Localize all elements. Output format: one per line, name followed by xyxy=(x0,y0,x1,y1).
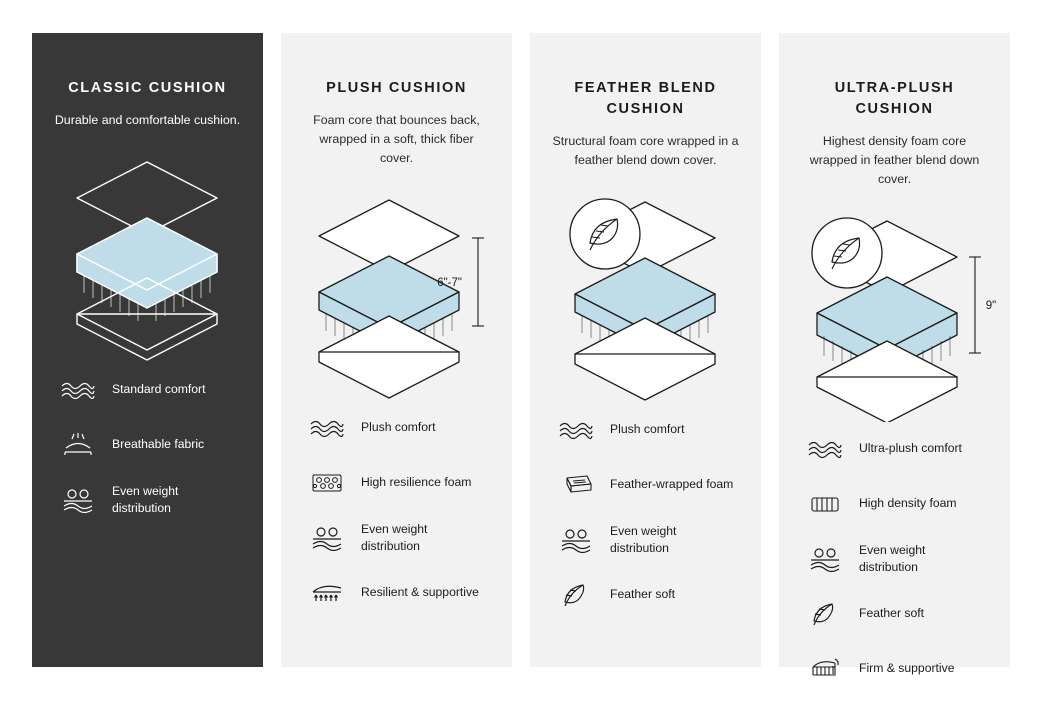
exploded-cushion-diagram-icon xyxy=(779,207,1010,422)
even-weight-icon xyxy=(307,522,347,554)
feature-list xyxy=(281,411,512,631)
resilient-support-icon xyxy=(307,577,347,609)
cushion-card-ultra-plush[interactable] xyxy=(779,33,1010,676)
feature-label: Resilient & supportive xyxy=(361,585,479,600)
dimension-label: 6"-7" xyxy=(437,276,462,289)
exploded-cushion-diagram-icon xyxy=(530,188,761,403)
cushion-layer-illustration xyxy=(530,188,761,403)
feature-label: Plush comfort xyxy=(361,420,436,434)
feature-label: Even weight distribution xyxy=(859,542,926,574)
feather-wrapped-foam-icon xyxy=(556,469,596,501)
even-weight-icon xyxy=(556,524,596,556)
high-density-foam-icon xyxy=(805,488,845,520)
exploded-cushion-diagram-icon xyxy=(32,148,263,363)
card-title: CLASSIC CUSHION xyxy=(68,80,227,96)
cushion-layer-illustration xyxy=(281,186,512,401)
card-title: PLUSH CUSHION xyxy=(326,80,467,96)
feature-item xyxy=(805,652,984,686)
card-title: FEATHER BLEND CUSHION xyxy=(574,80,717,118)
cushion-layer-illustration xyxy=(779,207,1010,422)
feature-item xyxy=(805,542,984,576)
feature-item xyxy=(556,523,735,557)
honeycomb-foam-icon xyxy=(307,467,347,499)
feature-label: Firm & supportive xyxy=(859,661,955,676)
feature-item xyxy=(307,521,486,555)
feature-label: Feather soft xyxy=(610,587,676,602)
feature-item xyxy=(556,468,735,502)
feather-leaf-badge-icon xyxy=(570,199,640,269)
firm-support-icon xyxy=(805,653,845,685)
card-description: Durable and comfortable cushion. xyxy=(54,113,241,128)
feature-item xyxy=(805,432,984,466)
feature-label: Even weight distribution xyxy=(361,521,428,553)
feature-item xyxy=(805,597,984,631)
feature-label: Feather-wrapped foam xyxy=(610,477,734,492)
feature-label: Plush comfort xyxy=(610,422,685,437)
cushion-layer-illustration xyxy=(32,148,263,363)
feature-item xyxy=(556,413,735,447)
feature-label: Standard comfort xyxy=(112,382,206,397)
feather-icon xyxy=(556,579,596,611)
feature-label: High density foam xyxy=(859,496,957,511)
cushion-card-classic[interactable] xyxy=(32,33,263,667)
feature-list xyxy=(779,432,1010,707)
cushion-card-plush[interactable] xyxy=(281,33,512,667)
wave-lines-icon xyxy=(805,433,845,465)
feather-icon xyxy=(805,598,845,630)
feature-label: Breathable fabric xyxy=(112,437,205,452)
feature-list xyxy=(32,373,263,538)
feature-item xyxy=(805,487,984,521)
dimension-bracket xyxy=(969,257,981,353)
feature-item xyxy=(307,411,486,445)
feature-label: Even weight distribution xyxy=(112,483,179,515)
card-description: Structural foam core wrapped in a feather blend down cover. xyxy=(552,134,739,167)
feature-item xyxy=(58,428,237,462)
dimension-label: 9" xyxy=(985,299,997,312)
feature-item xyxy=(556,578,735,612)
feature-list xyxy=(530,413,761,633)
exploded-cushion-diagram-icon xyxy=(281,186,512,401)
wave-lines-icon xyxy=(307,412,347,444)
feature-item xyxy=(58,373,237,407)
dimension-bracket xyxy=(472,238,484,326)
card-title: ULTRA-PLUSH CUSHION xyxy=(834,80,955,118)
wave-lines-icon xyxy=(556,414,596,446)
feature-item xyxy=(58,483,237,517)
feature-label: Feather soft xyxy=(859,606,925,621)
even-weight-icon xyxy=(805,543,845,575)
feature-item xyxy=(307,466,486,500)
breathable-fabric-icon xyxy=(58,429,98,461)
card-description: Foam core that bounces back, wrapped in a soft, thick fiber cover. xyxy=(313,113,480,165)
wave-lines-icon xyxy=(58,374,98,406)
feature-label: Even weight distribution xyxy=(610,523,677,555)
feature-label: High resilience foam xyxy=(361,475,472,489)
feature-label: Ultra-plush comfort xyxy=(859,441,962,456)
even-weight-icon xyxy=(58,484,98,516)
feather-leaf-badge-icon xyxy=(812,218,882,288)
card-description: Highest density foam core wrapped in feather blend down cover. xyxy=(809,134,980,186)
feature-item xyxy=(307,576,486,610)
cushion-card-feather-blend[interactable] xyxy=(530,33,761,667)
